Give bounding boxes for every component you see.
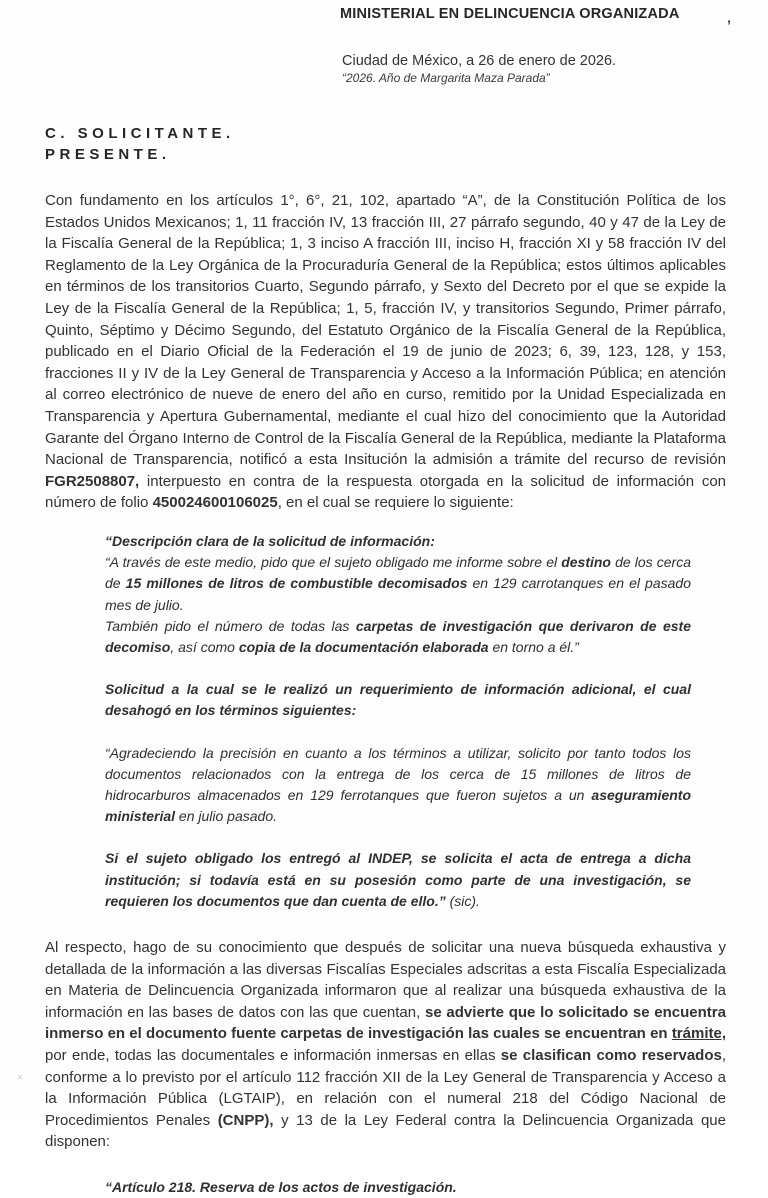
dateline: Ciudad de México, a 26 de enero de 2026.: [342, 53, 617, 69]
quote-description-body-2: También pido el número de todas las carpetas de investigación que derivaron de este decomiso, así como copia de la documentación elaborada en torno a él.”: [105, 617, 691, 655]
quote-requirement-body-block: [105, 743, 691, 828]
quote-request-description: [105, 531, 691, 658]
quote-indep-clause: Si el sujeto obligado los entregó al INDEP, se solicita el acta de entrega a dicha institución; si todavía está en su posesión como parte de una investigación, se requieren los documentos que dan cuenta de ello.” (sic).: [105, 850, 691, 909]
addressee-presente: PRESENTE.: [45, 146, 171, 163]
quote-indep-clause-block: [105, 848, 691, 912]
quote-article-218-heading: “Artículo 218. Reserva de los actos de investigación.: [105, 1178, 457, 1195]
scan-artifact-mark: ’: [727, 17, 731, 33]
quote-description-title: “Descripción clara de la solicitud de información:: [105, 532, 435, 549]
quote-article-218-block: [105, 1177, 691, 1198]
year-motto: “2026. Año de Margarita Maza Parada”: [342, 71, 550, 85]
addressee-solicitante: C. SOLICITANTE.: [45, 125, 235, 142]
quote-description-body-1: “A través de este medio, pido que el sujeto obligado me informe sobre el destino de los cerca de 15 millones de litros de combustible decomisados en 129 carrotanques en el pasado mes de julio.: [105, 554, 692, 613]
quote-requirement-intro-block: [105, 679, 691, 721]
quote-requirement-intro: Solicitud a la cual se le realizó un requerimiento de información adicional, el cual desahogó en los términos siguientes:: [105, 681, 691, 719]
para-legal-basis: Con fundamento en los artículos 1°, 6°, 21, 102, apartado “A”, de la Constitución Política de los Estados Unidos Mexicanos; 1, 11 fracción IV, 13 fracción III, 27 párrafo segundo, 40 y 47 de la Ley de la Fiscalía General de la República; 1, 3 inciso A fracción III, inciso H, fracción XI y 58 fracción IV del Reglamento de la Ley Orgánica de la Procuraduría General de la República; estos últimos aplicables en términos de los transitorios Cuarto, Segundo párrafo, y Sexto del Decreto por el que se expide la Ley de la Fiscalía General de la República; 1, 5, fracción IV, y transitorios Segundo, Primer párrafo, Quinto, Séptimo y Décimo Segundo, del Estatuto Orgánico de la Fiscalía General de la República, publicado en el Diario Oficial de la Federación el 19 de junio de 2023; 6, 39, 123, 128, y 153, fracciones II y IV de la Ley General de Transparencia y Acceso a la Información Pública; en atención al correo electrónico de nueve de enero del año en curso, remitido por la Unidad Especializada en Transparencia y Apertura Gubernamental, mediante el cual hizo del conocimiento que la Autoridad Garante del Órgano Interno de Control de la Fiscalía General de la República, mediante la Plataforma Nacional de Transparencia, notificó a esta Insitución la admisión a trámite del recurso de revisión FGR2508807, interpuesto en contra de la respuesta otorgada en la solicitud de información con número de folio 450024600106025, en el cual se requiere lo siguiente:: [45, 192, 726, 512]
quote-requirement-body: “Agradeciendo la precisión en cuanto a los términos a utilizar, solicito por tanto todos los documentos relacionados con la entrega de los cerca de 15 millones de litros de hidrocarburos almacenados en 129 ferrotanques que fueron sujetos a un aseguramiento ministerial en julio pasado.: [105, 744, 691, 825]
scan-speck: ×: [17, 1072, 24, 1084]
addressee-block: [45, 123, 726, 165]
letterhead-unit-line: MINISTERIAL EN DELINCUENCIA ORGANIZADA: [340, 6, 680, 22]
para-response: Al respecto, hago de su conocimiento que después de solicitar una nueva búsqueda exhaustiva y detallada de la información a las diversas Fiscalías Especiales adscritas a esta Fiscalía Especializada en Materia de Delincuencia Organizada informaron que al realizar una búsqueda exhaustiva de la información en las bases de datos con las que cuentan, se advierte que lo solicitado se encuentra inmerso en el documento fuente carpetas de investigación las cuales se encuentran en trámite, por ende, todas las documentales e información inmersas en ellas se clasifican como reservados, conforme a lo previsto por el artículo 112 fracción XII de la Ley General de Transparencia y Acceso a la Información Pública (LGTAIP), en relación con el numeral 218 del Código Nacional de Procedimientos Penales (CNPP), y 13 de la Ley Federal contra la Delincuencia Organizada que disponen:: [45, 938, 726, 1151]
